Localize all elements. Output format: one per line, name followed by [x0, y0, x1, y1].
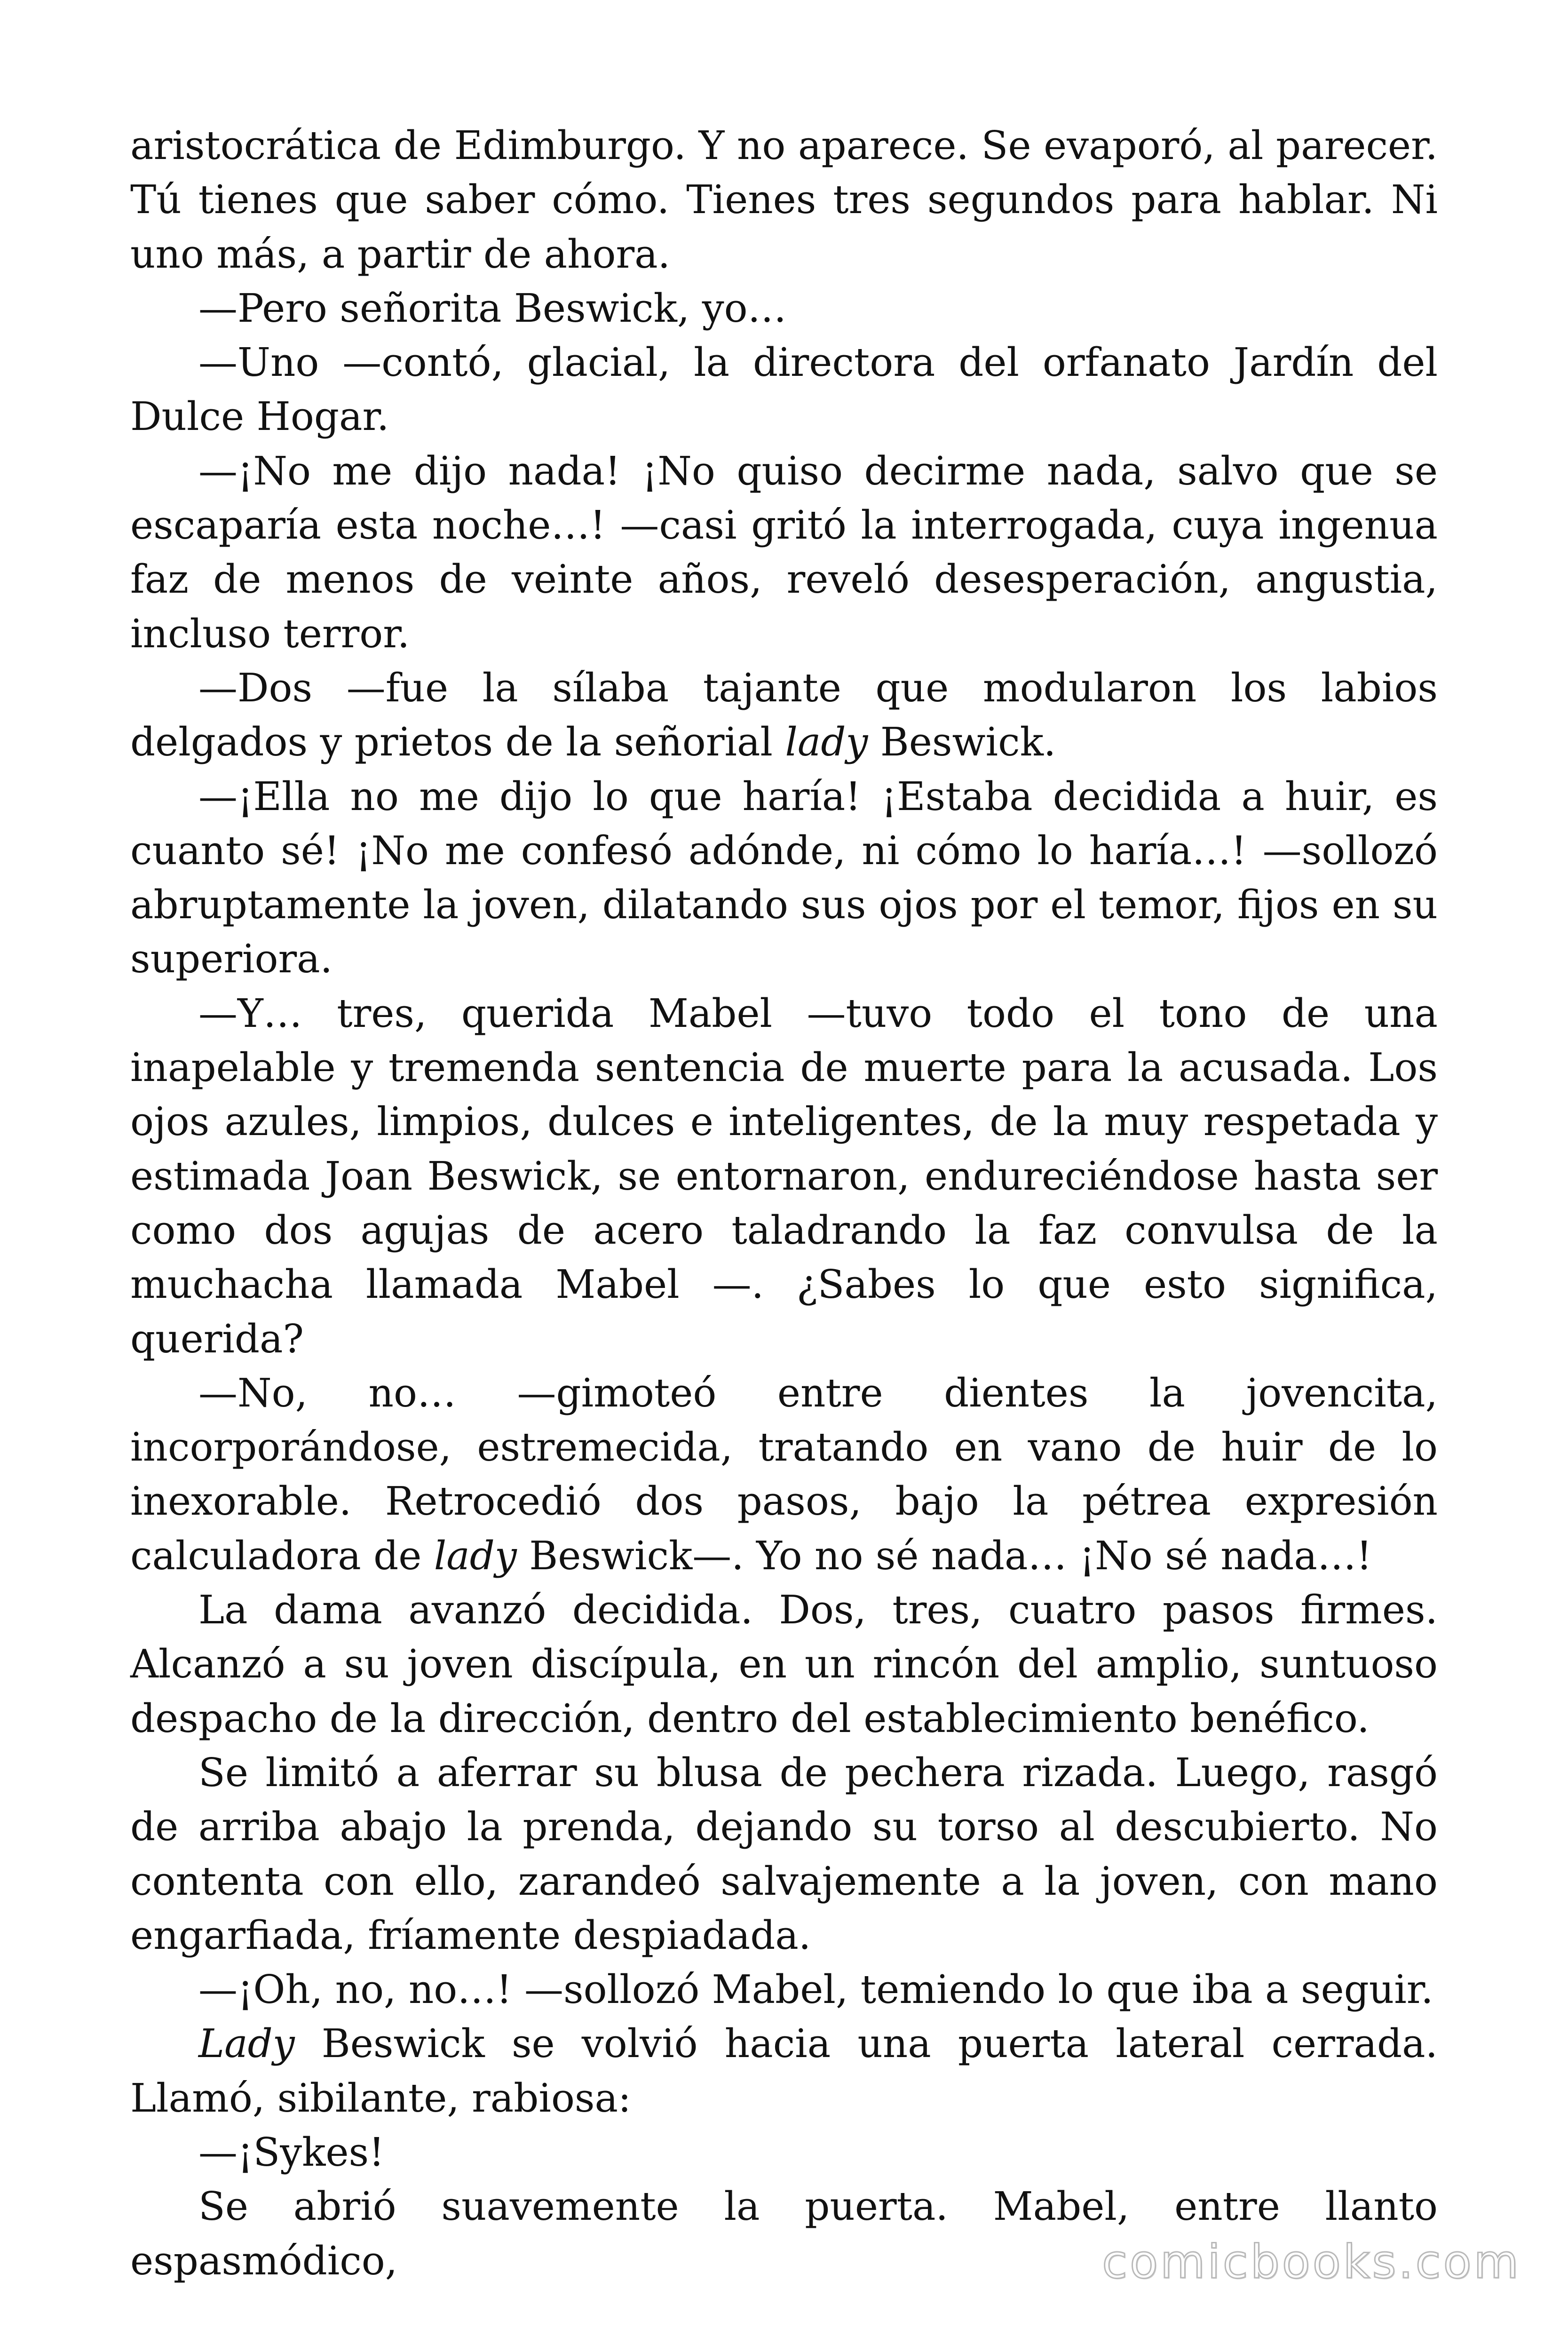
paragraph-6 — [130, 770, 1438, 986]
paragraph-10 — [130, 1746, 1438, 1963]
paragraph-12 — [130, 2017, 1438, 2125]
paragraph-8 — [130, 1366, 1438, 1583]
text-run: Beswick—. Yo no sé nada… ¡No sé nada…! — [516, 1533, 1372, 1579]
text-run: —No, no… —gimoteó entre dientes la jovencita, incorporándose, estremecida, tratando en vano de huir de lo inexorable. Retrocedió dos pasos, bajo la pétrea expresión calculadora de — [130, 1370, 1438, 1579]
watermark-logo: comicbooks.com — [1102, 2235, 1521, 2289]
paragraph-1 — [130, 119, 1438, 281]
paragraph-4 — [130, 444, 1438, 661]
text-run: Se limitó a aferrar su blusa de pechera rizada. Luego, rasgó de arriba abajo la prenda, dejando su torso al descubierto. No contenta con ello, zarandeó salvajemente a la joven, con mano engarfiada, fríamente despiadada. — [130, 1749, 1438, 1958]
italic-text-run: lady — [785, 719, 868, 765]
paragraph-2 — [130, 281, 1438, 335]
text-run: —¡No me dijo nada! ¡No quiso decirme nada, salvo que se escaparía esta noche…! —casi gritó la interrogada, cuya ingenua faz de menos de veinte años, reveló desesperación, angustia, incluso terror. — [130, 448, 1438, 657]
text-run: —Pero señorita Beswick, yo… — [198, 285, 787, 331]
page-text — [130, 119, 1438, 2288]
paragraph-3 — [130, 335, 1438, 444]
italic-text-run: lady — [434, 1533, 517, 1579]
text-run: Beswick se volvió hacia una puerta lateral cerrada. Llamó, sibilante, rabiosa: — [130, 2021, 1438, 2121]
text-run: La dama avanzó decidida. Dos, tres, cuatro pasos firmes. Alcanzó a su joven discípula, en un rincón del amplio, suntuoso despacho de la dirección, dentro del establecimiento benéfico. — [130, 1587, 1438, 1741]
paragraph-11 — [130, 1963, 1438, 2017]
paragraph-9 — [130, 1583, 1438, 1746]
text-run: —Dos —fue la sílaba tajante que modularon los labios delgados y prietos de la señorial — [130, 665, 1438, 765]
text-run: Se abrió suavemente la puerta. Mabel, entre llanto espasmódico, — [130, 2184, 1438, 2284]
paragraph-5 — [130, 661, 1438, 770]
text-run: aristocrática de Edimburgo. Y no aparece. Se evaporó, al parecer. Tú tienes que saber cómo. Tienes tres segundos para hablar. Ni uno más, a partir de ahora. — [130, 123, 1438, 277]
paragraph-7 — [130, 986, 1438, 1366]
paragraph-13 — [130, 2125, 1438, 2179]
text-run: —¡Ella no me dijo lo que haría! ¡Estaba decidida a huir, es cuanto sé! ¡No me confesó adónde, ni cómo lo haría…! —sollozó abruptamente la joven, dilatando sus ojos por el temor, fijos en su superiora. — [130, 773, 1438, 982]
italic-text-run: Lady — [198, 2021, 295, 2067]
text-run: —¡Sykes! — [198, 2129, 385, 2175]
text-run: —Uno —contó, glacial, la directora del orfanato Jardín del Dulce Hogar. — [130, 340, 1438, 440]
text-run: Beswick. — [868, 719, 1056, 765]
text-run: —Y… tres, querida Mabel —tuvo todo el tono de una inapelable y tremenda sentencia de muerte para la acusada. Los ojos azules, limpios, dulces e inteligentes, de la muy respetada y estimada Joan Beswick, se entornaron, endureciéndose hasta ser como dos agujas de acero taladrando la faz convulsa de la muchacha llamada Mabel —. ¿Sabes lo que esto significa, querida? — [130, 990, 1438, 1362]
text-run: —¡Oh, no, no…! —sollozó Mabel, temiendo lo que iba a seguir. — [198, 1967, 1433, 2013]
